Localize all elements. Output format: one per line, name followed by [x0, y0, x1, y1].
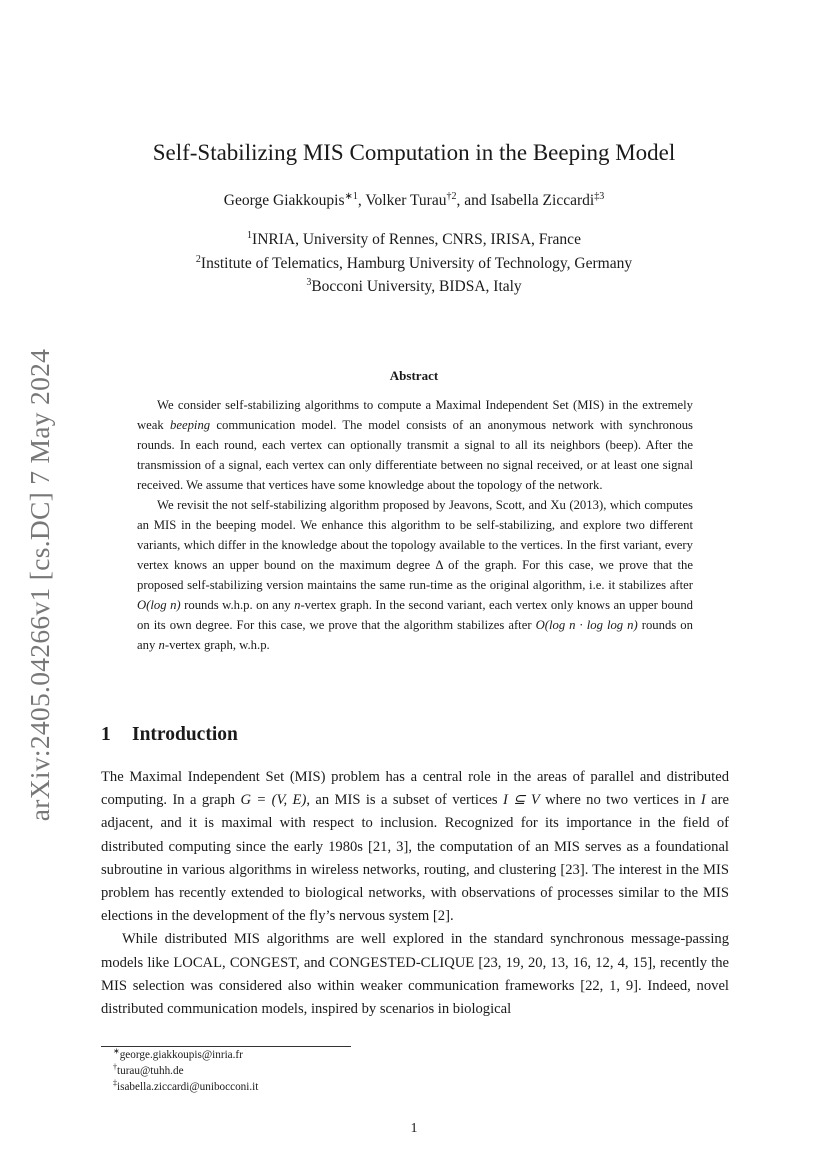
- footnote-text: isabella.ziccardi@unibocconi.it: [117, 1081, 259, 1093]
- affiliation: [0, 278, 828, 296]
- affiliation-number: 3: [306, 276, 312, 288]
- text-run: -vertex graph, w.h.p.: [164, 638, 270, 652]
- abstract-heading: Abstract: [389, 368, 439, 383]
- emphasis: beeping: [169, 418, 211, 432]
- math: n: [294, 598, 301, 612]
- author-name: Isabella Ziccardi: [490, 192, 595, 209]
- text-run: where no two vertices in: [539, 792, 701, 809]
- footnote-mark: †: [113, 1062, 117, 1072]
- math: O(log n · log log n): [535, 618, 638, 632]
- section-heading: [101, 724, 238, 746]
- text-run: We revisit the not self-stabilizing algorithm proposed by Jeavons, Scott, and Xu (2013), which computes an MIS in the beeping model. We enhance this algorithm to be self-stabilizing, and explore two different variants, which differ in the knowledge about the topology available to the vertices. In the first variant, every vertex knows an upper bound on the maximum degree Δ of the graph. For this case, we prove that the proposed self-stabilizing version maintains the same run-time as the original algorithm, i.e. it stabilizes after: [137, 498, 694, 592]
- footnote-text: george.giakkoupis@inria.fr: [119, 1049, 243, 1061]
- text-run: rounds on any: [137, 618, 693, 652]
- affiliation-text: Bocconi University, BIDSA, Italy: [311, 278, 522, 295]
- affiliation-number: 1: [247, 229, 253, 241]
- author-name: Volker Turau: [365, 192, 447, 209]
- introduction-body: [101, 766, 729, 1021]
- text-run: , an MIS is a subset of vertices: [306, 792, 503, 809]
- abstract-body: [137, 395, 693, 655]
- author-separator: ,: [357, 192, 366, 209]
- author-mark: ∗1: [344, 190, 358, 202]
- body-paragraph: [101, 766, 729, 928]
- text-run: rounds w.h.p. on any: [180, 598, 295, 612]
- math: O(log n): [137, 598, 181, 612]
- math: n: [158, 638, 165, 652]
- abstract-paragraph: [137, 495, 693, 655]
- affiliation-text: Institute of Telematics, Hamburg University of Technology, Germany: [200, 255, 633, 272]
- author-list: [0, 192, 828, 210]
- affiliation: [0, 255, 828, 273]
- section-title: Introduction: [132, 724, 238, 745]
- paper-title: Self-Stabilizing MIS Computation in the Beeping Model: [152, 140, 676, 165]
- affiliation: [0, 231, 828, 249]
- affiliation-number: 2: [195, 253, 201, 265]
- footnote-mark: ∗: [113, 1046, 120, 1056]
- author-mark: ‡3: [594, 190, 605, 202]
- math: G = (V, E): [240, 792, 307, 809]
- text-run: communication model. The model consists of an anonymous network with synchronous rounds. In each round, each vertex can optionally transmit a signal to all its neighbors (beep). After the transmission of a signal, each vertex can only differentiate between no signal received, or at least one signal received. We assume that vertices have some knowledge about the topology of the network.: [137, 418, 693, 492]
- body-paragraph: While distributed MIS algorithms are well explored in the standard synchronous message-passing models like LOCAL, CONGEST, and CONGESTED-CLIQUE [23, 19, 20, 13, 16, 12, 4, 15], recently the MIS selection was considered also within weaker communication frameworks [22, 1, 9]. Indeed, novel distributed communication models, inspired by scenarios in biological: [101, 931, 729, 1018]
- footnote: [113, 1046, 243, 1061]
- math: I ⊆ V: [503, 792, 540, 809]
- footnote-divider: [101, 1046, 351, 1047]
- author-separator: , and: [456, 192, 491, 209]
- text-run: are adjacent, and it is maximal with respect to inclusion. Recognized for its importance in the field of distributed computing since the early 1980s [21, 3], the computation of an MIS serves as a foundational subroutine in various algorithms in wireless networks, routing, and clustering [23]. The interest in the MIS problem has recently extended to biological networks, with observations of processes similar to the MIS elections in the development of the fly’s nervous system [2].: [101, 792, 729, 925]
- math: I: [700, 792, 706, 809]
- text-run: We consider self-stabilizing algorithms to compute a Maximal Independent Set (MIS) in the extremely weak: [137, 398, 693, 432]
- abstract-paragraph: [137, 395, 693, 495]
- text-run: -vertex graph. In the second variant, each vertex only knows an upper bound on its own degree. For this case, we prove that the algorithm stabilizes after: [137, 598, 694, 632]
- footnote-mark: ‡: [113, 1078, 117, 1088]
- section-number: 1: [101, 724, 111, 745]
- page-number: 1: [410, 1121, 418, 1136]
- arxiv-stamp-text: arXiv:2405.04266v1 [cs.DC] 7 May 2024: [24, 348, 55, 822]
- footnote-text: turau@tuhh.de: [117, 1065, 184, 1077]
- footnote: [113, 1078, 259, 1093]
- footnote: [113, 1062, 184, 1077]
- author-name: George Giakkoupis: [223, 192, 345, 209]
- affiliation-text: INRIA, University of Rennes, CNRS, IRISA, France: [252, 231, 581, 248]
- text-run: The Maximal Independent Set (MIS) problem has a central role in the areas of parallel and distributed computing. In a graph: [101, 769, 729, 809]
- author-mark: †2: [446, 190, 457, 202]
